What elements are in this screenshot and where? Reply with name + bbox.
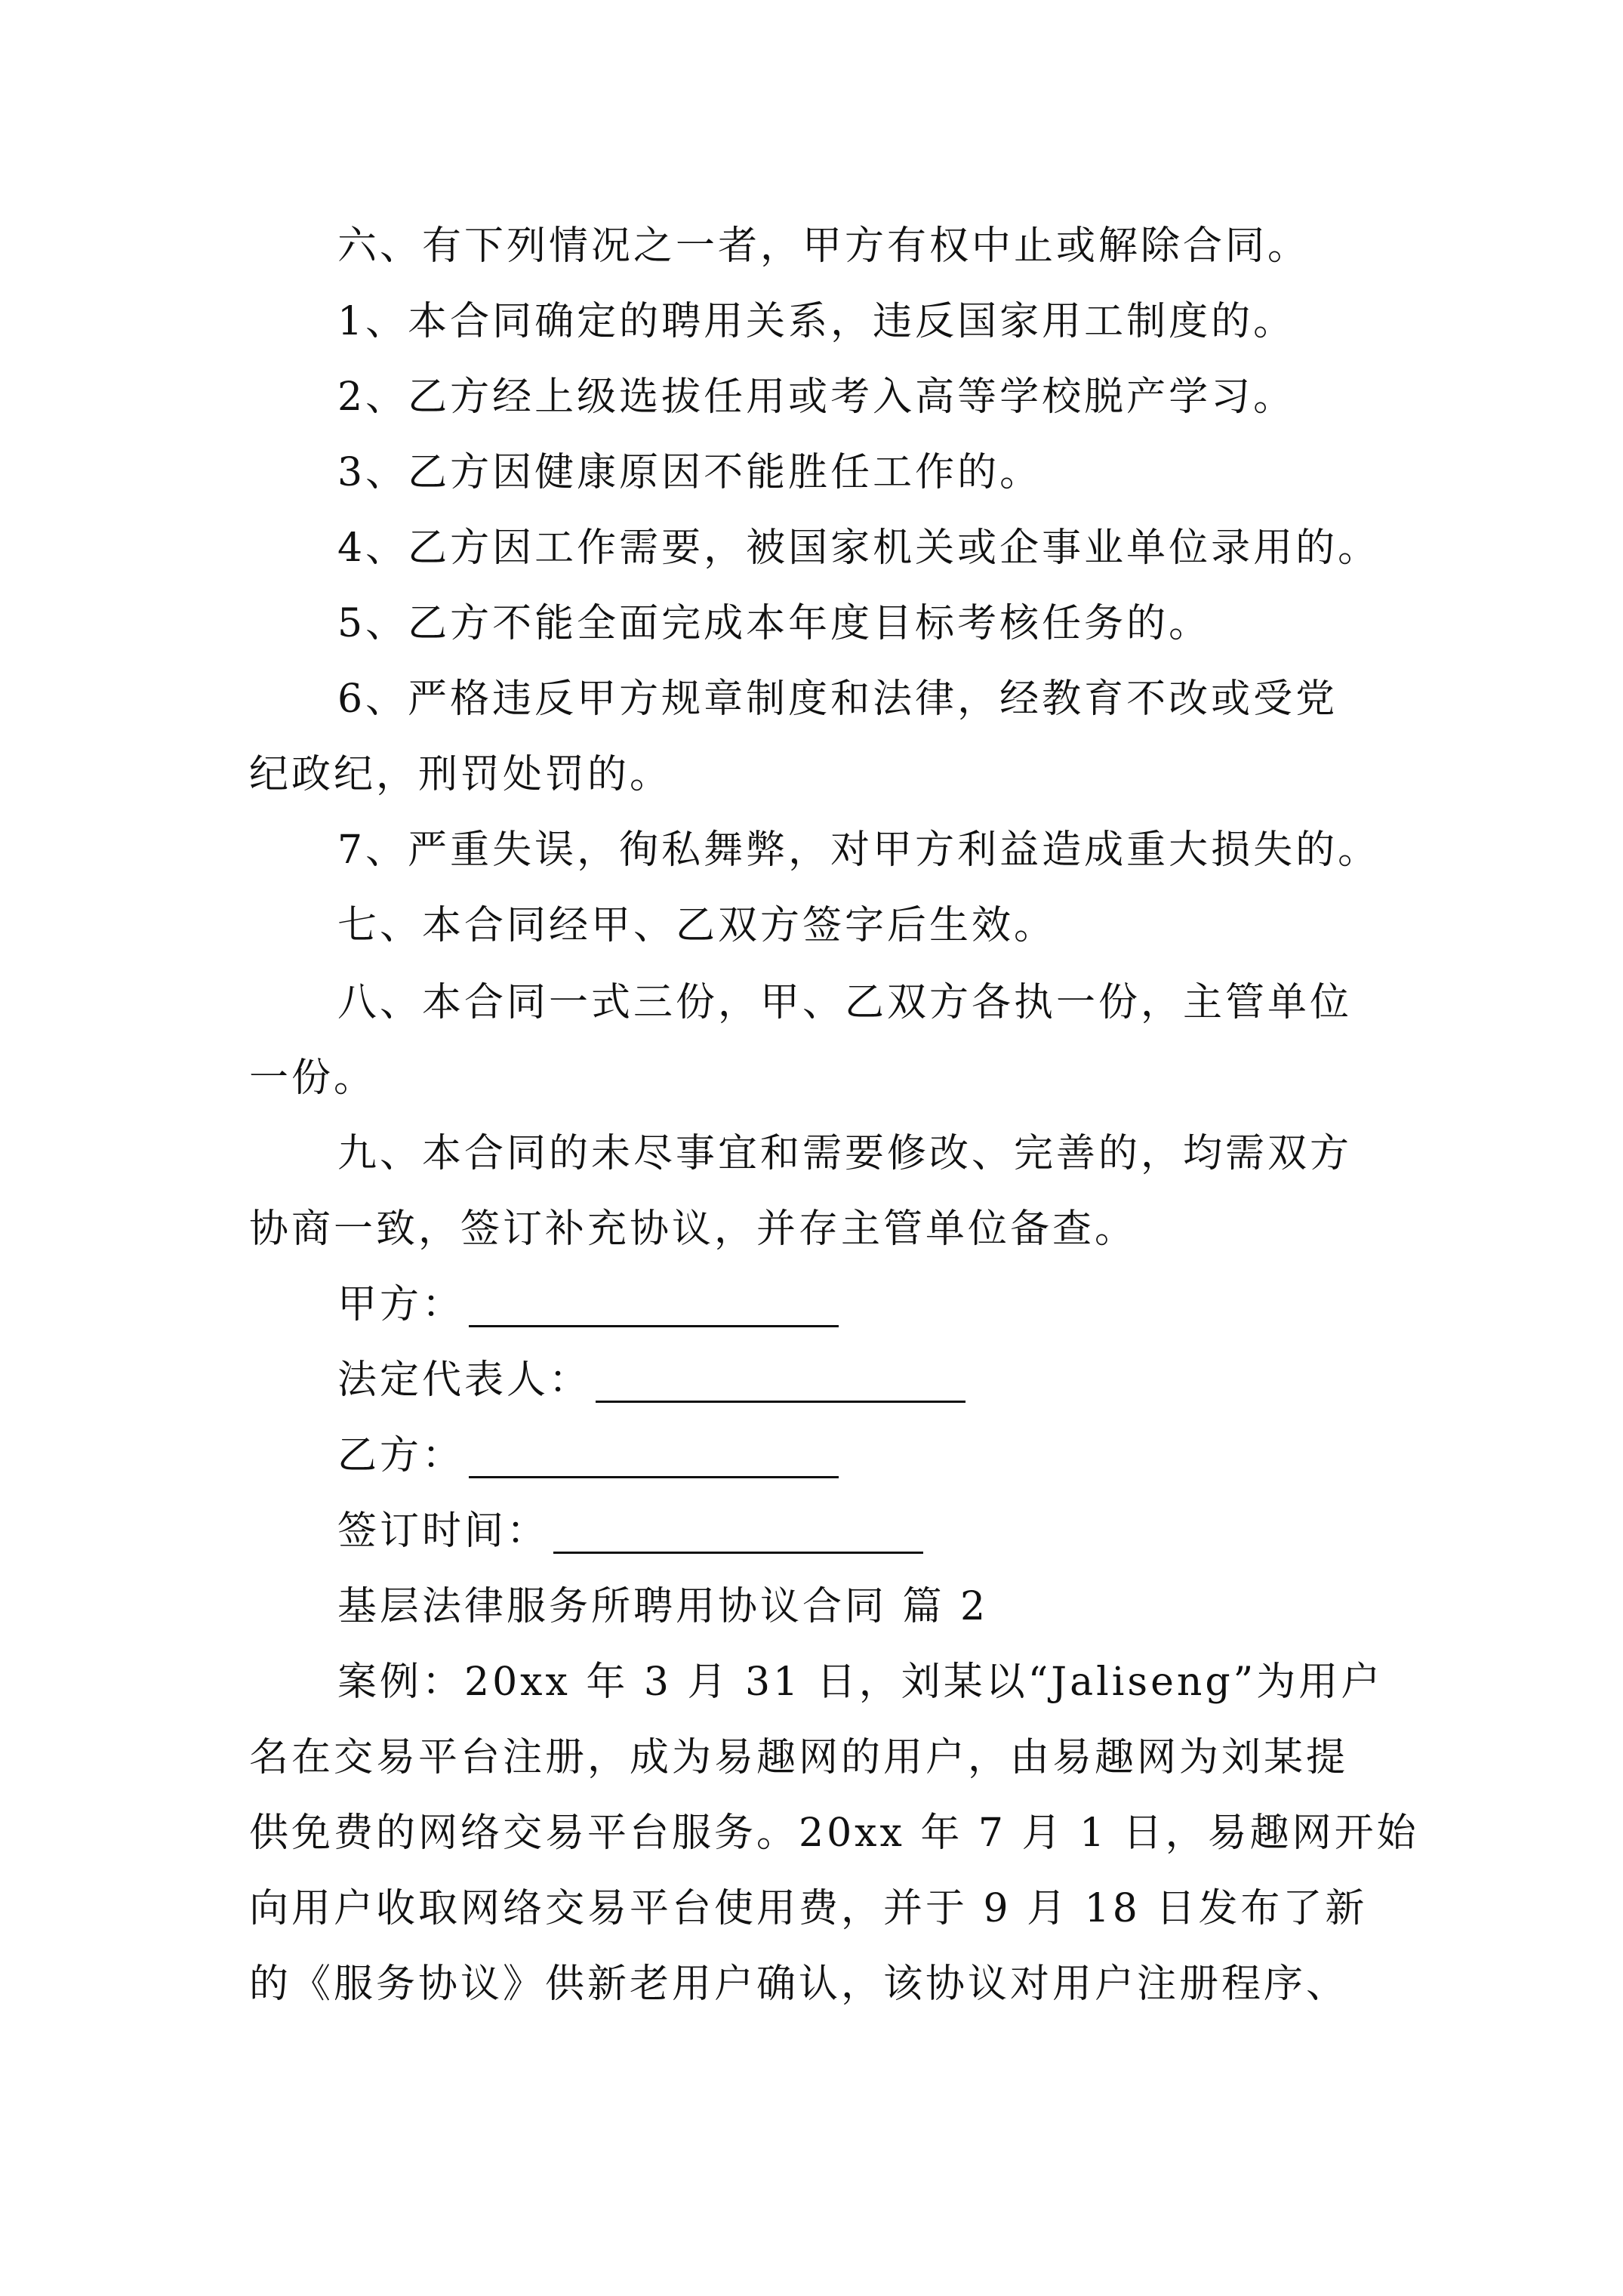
party-b-label: 乙方： — [337, 1433, 465, 1478]
clause-eight-line-1: 八、本合同一式三份，甲、乙双方各执一份，主管单位 — [337, 980, 1353, 1025]
clause-item-5: 5、乙方不能全面完成本年度目标考核任务的。 — [337, 601, 1212, 646]
clause-eight-line-2: 一份。 — [249, 1056, 377, 1101]
signature-party-b — [337, 1433, 839, 1478]
section-2-heading: 基层法律服务所聘用协议合同 篇 2 — [337, 1584, 989, 1629]
clause-six-heading: 六、有下列情况之一者，甲方有权中止或解除合同。 — [337, 223, 1310, 269]
sign-date-blank[interactable] — [553, 1514, 923, 1554]
party-a-label: 甲方： — [337, 1282, 465, 1327]
clause-nine-line-2: 协商一致，签订补充协议，并存主管单位备查。 — [249, 1207, 1138, 1252]
clause-seven: 七、本合同经甲、乙双方签字后生效。 — [337, 903, 1057, 948]
signature-party-a — [337, 1282, 839, 1327]
case-line-1: 案例：20xx 年 3 月 31 日，刘某以“Jaliseng”为用户 — [337, 1660, 1384, 1705]
clause-item-7: 7、严重失误，徇私舞弊，对甲方利益造成重大损失的。 — [337, 827, 1381, 873]
case-line-2: 名在交易平台注册，成为易趣网的用户，由易趣网为刘某提 — [249, 1735, 1349, 1780]
clause-item-3: 3、乙方因健康原因不能胜任工作的。 — [337, 450, 1042, 495]
case-line-4: 向用户收取网络交易平台使用费，并于 9 月 18 日发布了新 — [249, 1886, 1368, 1931]
clause-item-2: 2、乙方经上级选拔任用或考入高等学校脱产学习。 — [337, 374, 1296, 420]
clause-item-1: 1、本合同确定的聘用关系，违反国家用工制度的。 — [337, 299, 1296, 344]
legal-rep-blank[interactable] — [596, 1363, 965, 1403]
clause-item-6-line-1: 6、严格违反甲方规章制度和法律，经教育不改或受党 — [337, 676, 1338, 722]
case-line-3: 供免费的网络交易平台服务。20xx 年 7 月 1 日，易趣网开始 — [249, 1811, 1419, 1856]
party-b-blank[interactable] — [469, 1438, 839, 1478]
case-line-5: 的《服务协议》供新老用户确认，该协议对用户注册程序、 — [249, 1962, 1349, 2007]
sign-date-label: 签订时间： — [337, 1509, 550, 1554]
party-a-blank[interactable] — [469, 1287, 839, 1327]
clause-nine-line-1: 九、本合同的未尽事宜和需要修改、完善的，均需双方 — [337, 1131, 1353, 1176]
signature-legal-rep — [337, 1358, 965, 1403]
clause-item-4: 4、乙方因工作需要，被国家机关或企事业单位录用的。 — [337, 525, 1381, 571]
signature-date — [337, 1509, 923, 1554]
clause-item-6-line-2: 纪政纪，刑罚处罚的。 — [249, 752, 673, 797]
legal-rep-label: 法定代表人： — [337, 1358, 592, 1403]
